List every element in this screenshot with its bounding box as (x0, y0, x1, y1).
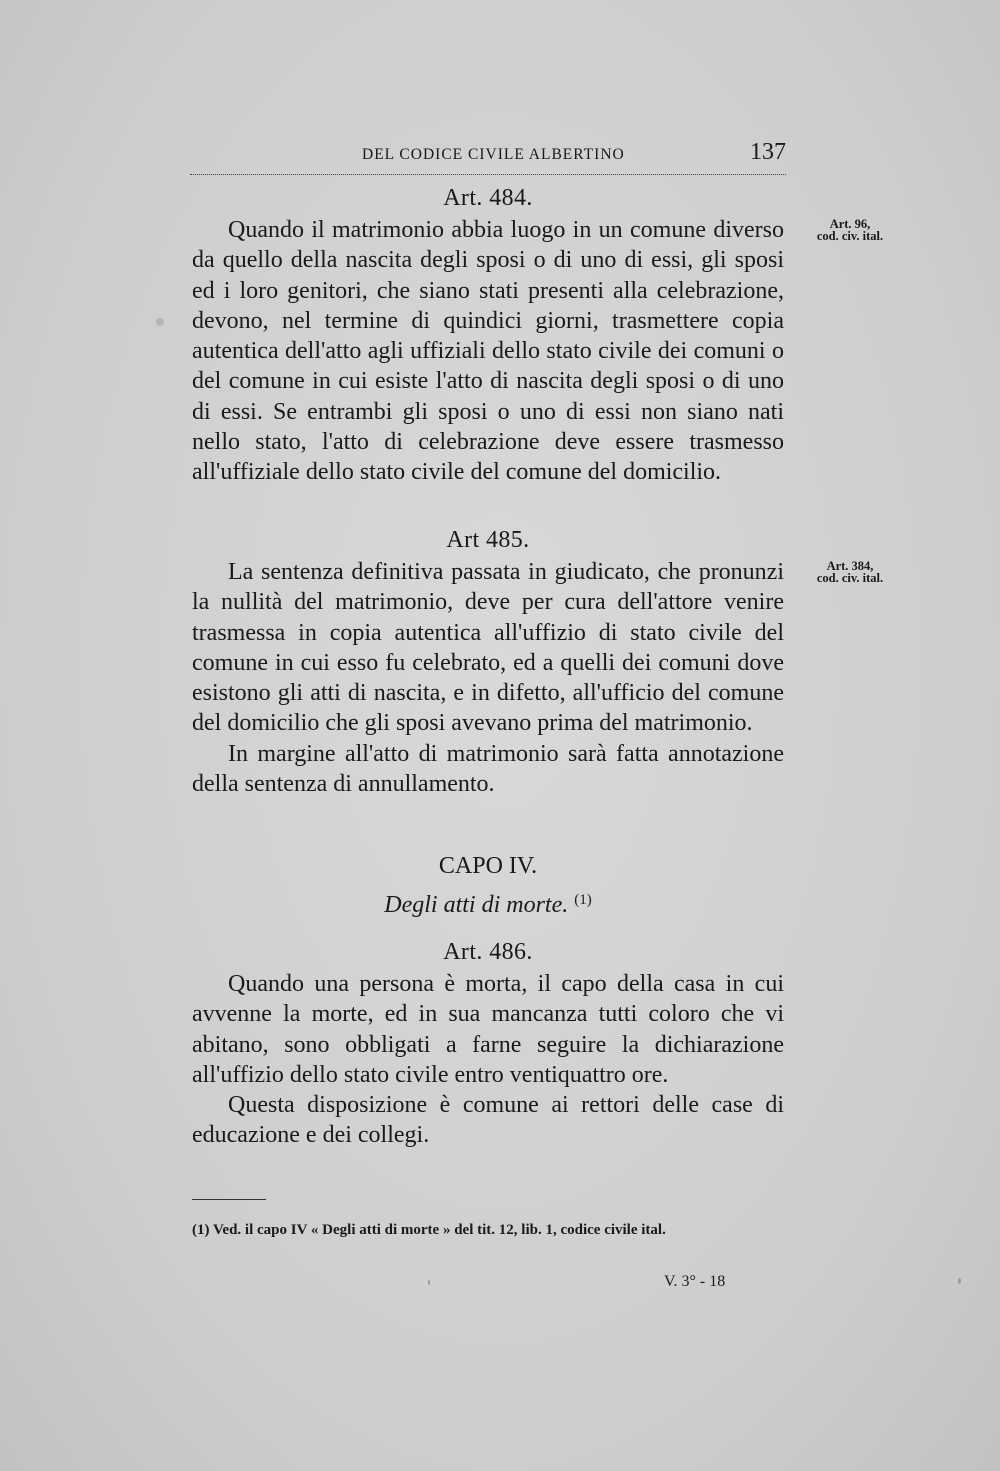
article-485-paragraph-2: In margine all'atto di matrimonio sarà fatta annotazione della sentenza di annullamento. (192, 740, 784, 798)
article-485-paragraph-1: La sentenza definitiva passata in giudicato, che pronunzi la nullità del matrimonio, deve per cura dell'attore venire trasmessa in copia autentica all'uffizio di stato civile del comune in cui esso fu celebrato, ed a quelli dei comuni dove esistono gli atti di nascita, e in difetto, all'ufficio del comune del domicilio che gli sposi avevano prima del matrimonio. (192, 559, 784, 737)
article-484-paragraph: Quando il matrimonio abbia luogo in un comune diverso da quello della nascita degli sposi o di uno di essi, gli sposi ed i loro genitori, che siano stati presenti alla celebrazione, devono, nel termine di quindici giorni, trasmettere copia autentica dell'atto agli uffiziali dello stato civile dei comuni o del comune in cui esiste l'atto di nascita degli sposi o di uno di essi. Se entrambi gli sposi o uno di essi non siano nati nello stato, l'atto di celebrazione deve essere trasmesso all'uffiziale dello stato civile del comune del domicilio. (192, 217, 784, 486)
margin-note-art-485 (800, 560, 900, 584)
margin-note-line: Art. 96, (829, 217, 871, 231)
article-486-paragraph-1: Quando una persona è morta, il capo della casa in cui avvenne la morte, ed in sua mancanza tutti coloro che vi abitano, sono obbligati a farne seguire la dichiarazione all'uffizio dello stato civile entro ventiquattro ore. (192, 971, 784, 1088)
margin-note-line: cod. civ. ital. (816, 571, 884, 585)
article-484-heading: Art. 484. (443, 185, 533, 211)
main-text-column (192, 0, 784, 1471)
page-number: 137 (750, 139, 786, 165)
article-486-body (192, 969, 784, 1151)
margin-note-line: cod. civ. ital. (816, 229, 884, 243)
footnote-reference: (1) (574, 892, 592, 908)
footnote: (1) Ved. il capo IV « Degli atti di morte » del tit. 12, lib. 1, codice civile ital. (192, 1222, 666, 1238)
running-title: DEL CODICE CIVILE ALBERTINO (362, 146, 625, 163)
paper-speck (958, 1278, 961, 1284)
article-485-heading: Art 485. (446, 527, 530, 553)
chapter-title: CAPO IV. (438, 853, 538, 879)
article-485-body (192, 557, 784, 799)
article-486-heading: Art. 486. (443, 939, 533, 965)
chapter-subtitle (192, 892, 784, 919)
margin-note-art-484 (800, 218, 900, 242)
chapter-subtitle-text: Degli atti di morte. (384, 892, 569, 918)
margin-note-line: Art. 384, (826, 559, 874, 573)
article-486-paragraph-2: Questa disposizione è comune ai rettori delle case di educazione e dei collegi. (192, 1092, 784, 1149)
printer-signature: V. 3° - 18 (664, 1273, 726, 1290)
footnote-rule (192, 1199, 266, 1200)
article-484-body (192, 215, 784, 488)
paper-speck (428, 1280, 430, 1285)
paper-speck (156, 318, 164, 326)
